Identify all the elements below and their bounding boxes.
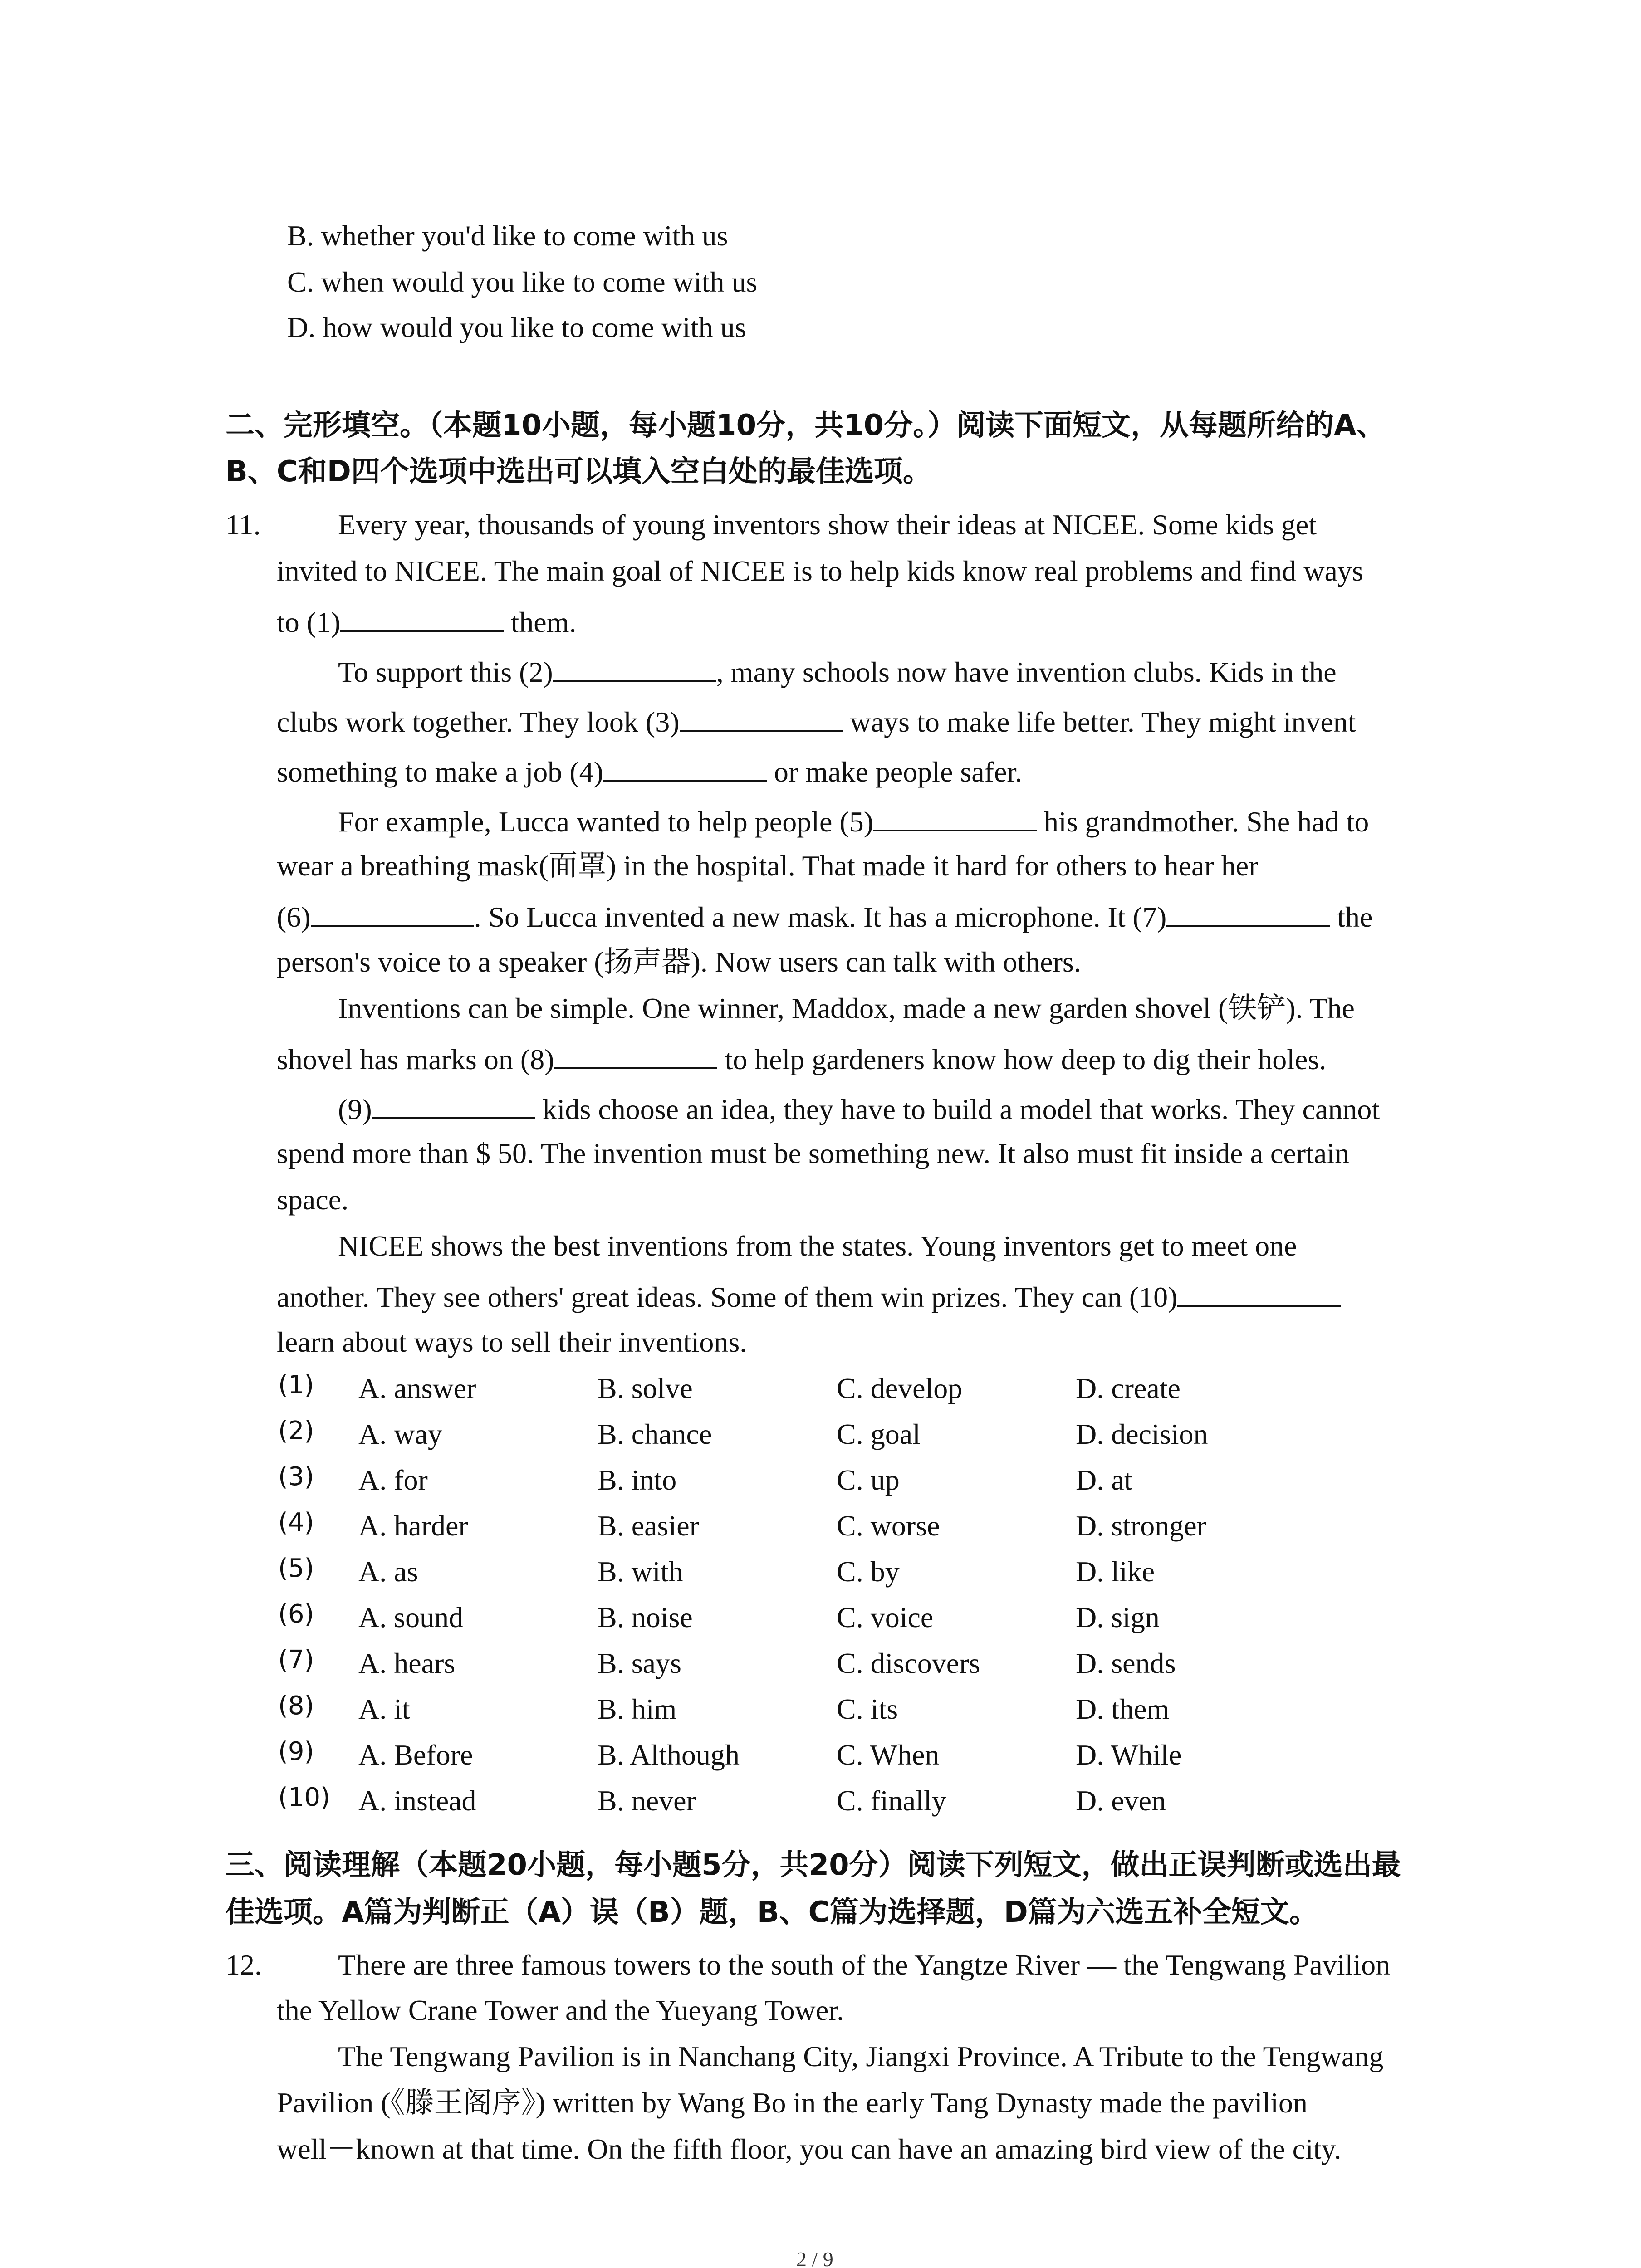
passage-line: There are three famous towers to the south of the Yangtze River — the Tengwang Pavilion: [338, 1949, 1391, 1981]
question-number: 12.: [225, 1949, 262, 1981]
answer-blank-7: [1166, 901, 1330, 927]
option-row-number: (9): [278, 1737, 314, 1766]
passage-line: invited to NICEE. The main goal of NICEE is to help kids know real problems and find ways: [277, 555, 1363, 587]
option-b: B. noise: [598, 1601, 693, 1633]
option-b: B. with: [598, 1555, 683, 1588]
option-c: C. voice: [837, 1601, 934, 1633]
option-b: B. chance: [598, 1418, 712, 1450]
passage-line: shovel has marks on (8) to help gardeners know how deep to dig their holes.: [277, 1043, 1327, 1075]
answer-blank-4: [603, 756, 767, 782]
option-c: C. When: [837, 1739, 940, 1771]
option-a: A. as: [358, 1555, 418, 1588]
passage-line: NICEE shows the best inventions from the states. Young inventors get to meet one: [338, 1230, 1297, 1262]
answer-blank-5: [873, 806, 1037, 831]
passage-line: wear a breathing mask(面罩) in the hospital. That made it hard for others to hear her: [277, 850, 1259, 882]
option-a: A. instead: [358, 1784, 476, 1817]
option-d: D. like: [1076, 1555, 1155, 1588]
option-b: B. easier: [598, 1510, 699, 1542]
option-c: C. its: [837, 1693, 898, 1725]
prev-option-b: B. whether you'd like to come with us: [287, 220, 728, 252]
option-b: B. solve: [598, 1372, 693, 1404]
option-b: B. never: [598, 1784, 696, 1817]
option-d: D. even: [1076, 1784, 1166, 1817]
option-row-number: (5): [278, 1554, 314, 1583]
passage-line: To support this (2) , many schools now have invention clubs. Kids in the: [338, 656, 1337, 688]
option-a: A. way: [358, 1418, 442, 1450]
option-c: C. by: [837, 1555, 900, 1588]
question-number: 11.: [225, 508, 261, 541]
passage-line: (9) kids choose an idea, they have to build a model that works. They cannot: [338, 1093, 1380, 1125]
passage-line: The Tengwang Pavilion is in Nanchang City, Jiangxi Province. A Tribute to the Tengwang: [338, 2040, 1384, 2072]
option-c: C. up: [837, 1464, 900, 1496]
option-b: B. him: [598, 1693, 677, 1725]
option-d: D. decision: [1076, 1418, 1208, 1450]
option-c: C. worse: [837, 1510, 940, 1542]
option-b: B. into: [598, 1464, 677, 1496]
option-row-number: (10): [278, 1783, 330, 1812]
answer-blank-6: [311, 901, 474, 927]
passage-line: learn about ways to sell their inventions.: [277, 1326, 747, 1358]
option-row-number: (7): [278, 1645, 314, 1675]
option-b: B. Although: [598, 1739, 740, 1771]
option-d: D. create: [1076, 1372, 1181, 1404]
prev-option-d: D. how would you like to come with us: [287, 311, 746, 343]
passage-line: space.: [277, 1183, 349, 1216]
option-row-number: (2): [278, 1416, 314, 1446]
option-a: A. hears: [358, 1647, 456, 1679]
option-c: C. finally: [837, 1784, 946, 1817]
option-b: B. says: [598, 1647, 681, 1679]
section-heading-reading-line1: 三、阅读理解（本题20小题，每小题5分，共20分）阅读下列短文，做出正误判断或选出最: [225, 1848, 1401, 1882]
passage-line: clubs work together. They look (3) ways to make life better. They might invent: [277, 706, 1356, 738]
option-d: D. stronger: [1076, 1510, 1206, 1542]
section-heading-cloze-line2: B、C和D四个选项中选出可以填入空白处的最佳选项。: [225, 455, 932, 489]
page-number: 2 / 9: [796, 2248, 833, 2268]
option-c: C. goal: [837, 1418, 921, 1450]
option-row-number: (1): [278, 1370, 314, 1400]
passage-line: Inventions can be simple. One winner, Maddox, made a new garden shovel (铁铲). The: [338, 992, 1355, 1024]
prev-option-c: C. when would you like to come with us: [287, 266, 758, 298]
answer-blank-9: [372, 1094, 535, 1119]
passage-line: (6) . So Lucca invented a new mask. It has a microphone. It (7) the: [277, 901, 1373, 933]
answer-blank-3: [680, 706, 843, 732]
passage-line: person's voice to a speaker (扬声器). Now users can talk with others.: [277, 946, 1081, 978]
option-row-number: (3): [278, 1462, 314, 1491]
passage-line: to (1) them.: [277, 606, 577, 638]
passage-line: something to make a job (4) or make people safer.: [277, 756, 1023, 788]
answer-blank-10: [1177, 1281, 1341, 1307]
option-a: A. answer: [358, 1372, 476, 1404]
option-a: A. Before: [358, 1739, 473, 1771]
option-c: C. discovers: [837, 1647, 980, 1679]
option-a: A. harder: [358, 1510, 468, 1542]
option-d: D. sign: [1076, 1601, 1160, 1633]
passage-line: For example, Lucca wanted to help people (5) his grandmother. She had to: [338, 806, 1369, 838]
option-a: A. for: [358, 1464, 428, 1496]
passage-line: Every year, thousands of young inventors show their ideas at NICEE. Some kids get: [338, 508, 1317, 541]
section-heading-cloze-line1: 二、完形填空。（本题10小题，每小题10分，共10分。）阅读下面短文，从每题所给的A、: [225, 409, 1386, 442]
option-a: A. it: [358, 1693, 410, 1725]
option-row-number: (6): [278, 1599, 314, 1629]
option-d: D. While: [1076, 1739, 1182, 1771]
answer-blank-8: [554, 1044, 717, 1069]
option-c: C. develop: [837, 1372, 963, 1404]
section-heading-reading-line2: 佳选项。A篇为判断正（A）误（B）题，B、C篇为选择题，D篇为六选五补全短文。: [225, 1896, 1318, 1929]
passage-line: another. They see others' great ideas. Some of them win prizes. They can (10): [277, 1281, 1341, 1312]
passage-line: Pavilion (《滕王阁序》) written by Wang Bo in the early Tang Dynasty made the pavilion: [277, 2087, 1308, 2119]
passage-line: spend more than $ 50. The invention must be something new. It also must fit inside a certain: [277, 1137, 1349, 1169]
option-a: A. sound: [358, 1601, 464, 1633]
option-d: D. at: [1076, 1464, 1132, 1496]
option-d: D. sends: [1076, 1647, 1176, 1679]
answer-blank-2: [553, 656, 716, 682]
option-d: D. them: [1076, 1693, 1170, 1725]
option-row-number: (8): [278, 1691, 314, 1721]
passage-line: well－known at that time. On the fifth floor, you can have an amazing bird view of the city.: [277, 2133, 1342, 2165]
passage-line: the Yellow Crane Tower and the Yueyang Tower.: [277, 1994, 844, 2026]
answer-blank-1: [340, 606, 504, 632]
option-row-number: (4): [278, 1508, 314, 1537]
